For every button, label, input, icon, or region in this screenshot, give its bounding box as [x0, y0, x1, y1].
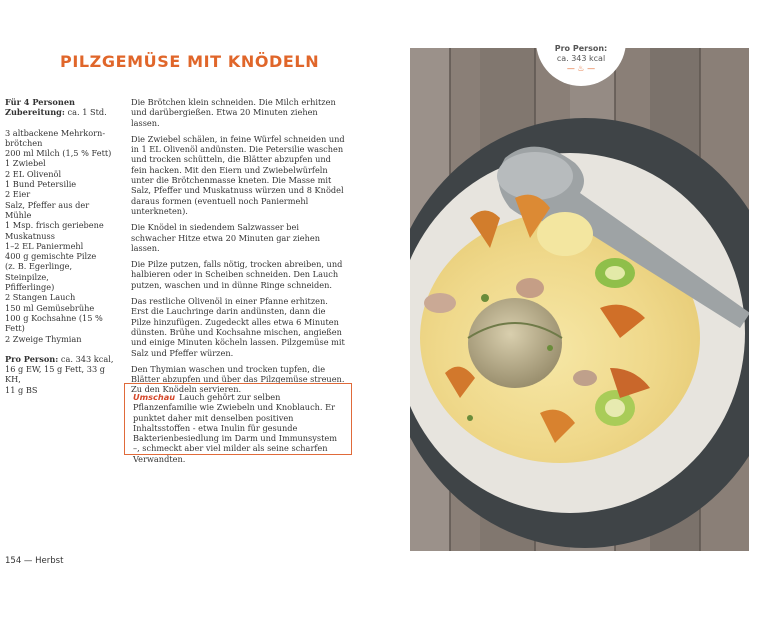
- recipe-title: PILZGEMÜSE MIT KNÖDELN: [60, 52, 320, 71]
- tip-text: Lauch gehört zur selben Pflanzenfamilie wie Zwiebeln und Knoblauch. Er punktet daher mit denselben positiven Inhaltsstoffen - etwa Inulin für gesunde Bakterienbesiedlung im Darm und Immunsystem –, schmeckt aber viel milder als seine scharfen Verwandten.: [133, 392, 337, 464]
- ingredient-list: [5, 128, 117, 344]
- ingredient-line: 2 EL Olivenöl: [5, 168, 62, 179]
- instruction-step: Den Thymian waschen und trocken tupfen, die Blätter abzupfen und über das Pilzgemüse streuen. Zu den Knödeln servieren.: [131, 363, 345, 395]
- ingredient-line: Salz, Pfeffer aus der Mühle: [5, 199, 90, 220]
- flame-icon: — ♨ —: [566, 64, 596, 73]
- ingredient-line: 400 g gemischte Pilze: [5, 251, 97, 262]
- ingredient-line: 2 Zweige Thymian: [5, 333, 82, 344]
- tip-box: [124, 383, 352, 464]
- instruction-step: Die Pilze putzen, falls nötig, trocken abreiben, und halbieren oder in Scheiben schneiden. Den Lauch putzen, waschen und in dünne Ringe schneiden.: [131, 259, 343, 290]
- instruction-step: Die Knödel in siedendem Salzwasser bei schwacher Hitze etwa 20 Minuten gar ziehen lassen.: [131, 222, 320, 253]
- ingredient-line: Pfifferlinge): [5, 282, 55, 293]
- prep-time: Zubereitung: ca. 1 Std.: [5, 107, 107, 118]
- ingredient-line: 200 ml Milch (1,5 % Fett): [5, 148, 112, 159]
- ingredient-line: 2 Stangen Lauch: [5, 292, 76, 303]
- ingredient-line: 150 ml Gemüsebrühe: [5, 302, 95, 313]
- ingredient-line: 1 Zwiebel: [5, 158, 46, 169]
- ingredient-line: 1 Bund Petersilie: [5, 179, 77, 190]
- per-person-badge-label: Pro Person:: [554, 44, 608, 53]
- nutrition-line: 11 g BS: [5, 384, 38, 395]
- ingredient-line: Muskatnuss: [5, 230, 55, 241]
- ingredient-line: 100 g Kochsahne (15 % Fett): [5, 312, 103, 334]
- ingredient-line: 1 Msp. frisch geriebene: [5, 220, 104, 231]
- nutrition-line: 16 g EW, 15 g Fett, 33 g KH,: [5, 364, 106, 385]
- nutrition-line: ca. 343 kcal,: [58, 353, 114, 364]
- instruction-step: Die Brötchen klein schneiden. Die Milch erhitzen und darübergießen. Etwa 20 Minuten ziehen lassen.: [131, 97, 336, 128]
- page-footer: 154 — Herbst: [5, 556, 64, 566]
- nutrition-info: [5, 354, 117, 395]
- instructions-column: [131, 97, 345, 401]
- instruction-step: Das restliche Olivenöl in einer Pfanne erhitzen. Erst die Lauchringe darin andünsten, dann die Pilze hinzufügen. Zugedeckt alles etwa 6 Minuten dünsten. Brühe und Kochsahne mischen, angießen und einige Minuten köcheln lassen. Pilzgemüse mit Salz und Pfeffer würzen.: [131, 296, 345, 358]
- ingredient-line: 3 altbackene Mehrkorn-: [5, 127, 106, 138]
- ingredients-column: [5, 97, 117, 395]
- ingredient-line: 1–2 EL Paniermehl: [5, 240, 84, 251]
- instruction-step: Die Zwiebel schälen, in feine Würfel schneiden und in 1 EL Olivenöl andünsten. Die Petersilie waschen und trocken schütteln, die Blätter abzupfen und fein hacken. Mit den Eiern und Zwiebelwürfeln unter die Brötchenmasse kneten. Die Masse mit Salz, Pfeffer und Muskatnuss würzen und 8 Knödel daraus formen (eventuell noch Paniermehl unterkneten).: [131, 133, 345, 216]
- dish-photo: [410, 48, 749, 551]
- ingredient-line: brötchen: [5, 137, 43, 148]
- ingredient-line: 2 Eier: [5, 189, 31, 200]
- servings: Für 4 Personen: [5, 97, 75, 107]
- per-person-badge-value: ca. 343 kcal: [556, 54, 606, 63]
- per-person-label: Pro Person:: [5, 353, 59, 364]
- umschau-badge: Umschau: [133, 392, 176, 402]
- ingredient-line: (z. B. Egerlinge, Steinpilze,: [5, 261, 73, 282]
